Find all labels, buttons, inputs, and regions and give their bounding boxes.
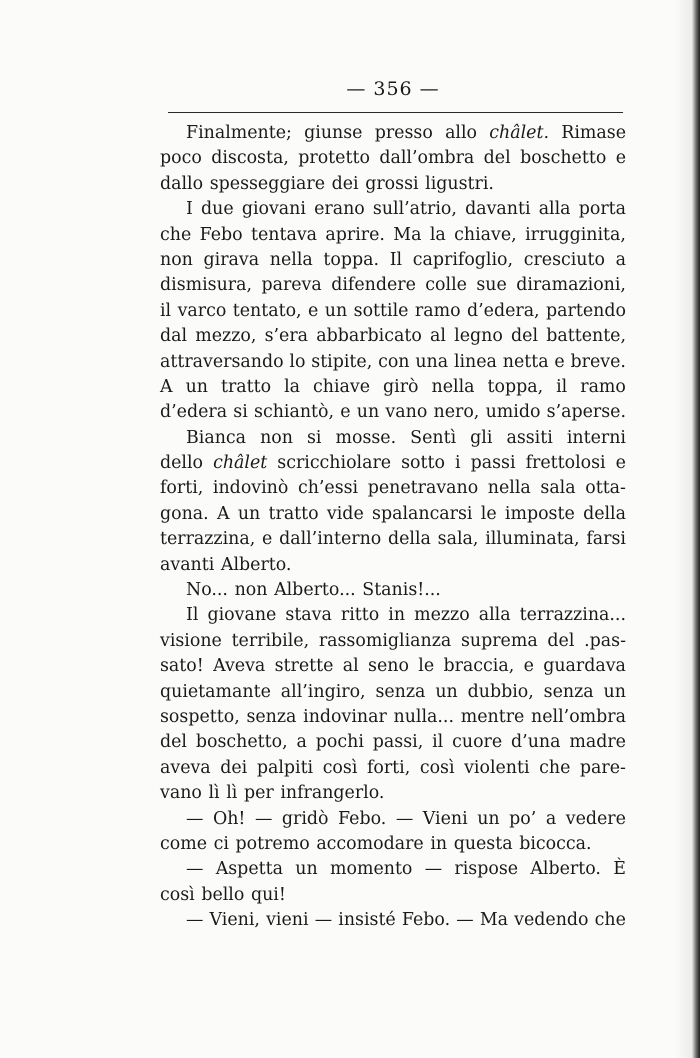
word: al	[430, 326, 446, 347]
text-line	[160, 857, 626, 882]
body-text	[160, 121, 626, 934]
word: seno	[368, 656, 409, 677]
text-line	[160, 350, 626, 375]
word: boschetto,	[195, 732, 288, 753]
word: braccia,	[443, 656, 515, 677]
word: dall’interno	[279, 529, 382, 550]
word: chiave,	[454, 224, 517, 245]
text-line	[160, 756, 626, 781]
word: terrazzina...	[519, 605, 626, 626]
word: stipite,	[311, 351, 373, 372]
text-line	[160, 502, 626, 527]
word: della	[583, 503, 626, 524]
text-line	[160, 172, 626, 197]
word: —	[186, 859, 204, 880]
word: vedere	[565, 808, 626, 829]
word: mentre	[460, 706, 525, 727]
word: nulla...	[393, 706, 454, 727]
word: nero,	[433, 402, 480, 423]
word: la	[284, 376, 301, 397]
word: Aspetta	[215, 859, 283, 880]
word: e	[615, 453, 626, 474]
word: giovane	[207, 605, 277, 626]
word: passi	[470, 453, 516, 474]
word: Stanis!...	[362, 580, 441, 601]
word: insisté	[338, 910, 396, 931]
word: così	[419, 757, 455, 778]
word: avanti	[160, 554, 215, 575]
word: il	[160, 300, 172, 321]
word: Bianca	[186, 427, 247, 448]
word: colle	[425, 275, 467, 296]
word: le	[480, 503, 497, 524]
word: s’era	[264, 326, 309, 347]
word: netta	[502, 351, 549, 372]
text-line	[160, 299, 626, 324]
word: Alberto...	[274, 580, 356, 601]
word: tentato,	[232, 300, 302, 321]
word: del	[511, 326, 539, 347]
word: visione	[160, 630, 222, 651]
word: qui!	[250, 884, 286, 905]
word: ritto	[340, 605, 380, 626]
word: penetravano	[367, 478, 479, 499]
word: —	[186, 910, 204, 931]
word: al	[342, 656, 359, 677]
word: lo	[289, 351, 306, 372]
text-line	[160, 603, 626, 628]
word: linea	[453, 351, 497, 372]
text-line	[160, 476, 626, 501]
word: un	[435, 681, 458, 702]
word: forti,	[366, 757, 411, 778]
word: il	[432, 732, 444, 753]
word: assiti	[506, 427, 553, 448]
word: vedendo	[514, 910, 589, 931]
word: varco	[177, 300, 227, 321]
word: e	[615, 148, 626, 169]
text-line	[160, 883, 626, 908]
text-line	[160, 324, 626, 349]
word: vieni	[266, 910, 309, 931]
word: terribile,	[231, 630, 310, 651]
word: stava	[285, 605, 332, 626]
text-line	[160, 553, 626, 578]
page-header	[0, 78, 700, 100]
word: due	[201, 199, 234, 220]
word: suprema	[460, 630, 538, 651]
word: Ma	[393, 224, 422, 245]
text-line	[160, 781, 626, 806]
word: —	[424, 859, 443, 880]
word: e	[554, 351, 565, 372]
text-line	[160, 527, 626, 552]
word: violenti	[464, 757, 530, 778]
word: un	[295, 859, 318, 880]
word: Il	[186, 605, 199, 626]
word: giunse	[304, 123, 363, 143]
word: I	[186, 199, 193, 220]
text-line	[160, 197, 626, 222]
word: —	[395, 808, 414, 829]
word: girò	[383, 376, 419, 397]
word: d’edera	[160, 402, 228, 423]
text-line	[160, 654, 626, 679]
word: sue	[476, 275, 507, 296]
word: le	[418, 656, 435, 677]
word: pare-	[579, 757, 626, 778]
word: Alberto.	[530, 859, 601, 880]
text-line	[160, 451, 626, 476]
word: senza	[375, 681, 426, 702]
word: aprire.	[325, 224, 385, 245]
word: A	[160, 376, 173, 397]
word: irrugginita,	[525, 224, 626, 245]
word: dismisura,	[160, 275, 253, 296]
word: ramo	[580, 376, 626, 397]
text-line	[160, 629, 626, 654]
word: scricchiolare	[277, 453, 392, 474]
word: sato!	[160, 656, 204, 677]
word: così	[322, 757, 358, 778]
word: una	[415, 351, 449, 372]
word: in	[388, 605, 406, 626]
word: sospetto,	[160, 706, 240, 727]
word: sala	[540, 478, 576, 499]
word: bicocca.	[519, 833, 592, 854]
text-line	[160, 908, 626, 933]
word: non	[260, 427, 293, 448]
word: Finalmente;	[186, 123, 292, 143]
word: aveva	[160, 757, 211, 778]
word: schiantò,	[254, 402, 335, 423]
word: così	[160, 884, 195, 905]
word: della	[388, 529, 431, 550]
word: un	[237, 503, 261, 524]
word: porta	[578, 199, 626, 220]
word: infrangerlo.	[280, 783, 385, 804]
word: gli	[470, 427, 493, 448]
word: d’edera,	[467, 300, 540, 321]
word: frettolosi	[525, 453, 606, 474]
word: dei	[331, 173, 359, 194]
word: questa	[453, 833, 513, 854]
text-line	[160, 680, 626, 705]
text-line	[160, 832, 626, 857]
word: pareva	[261, 275, 322, 296]
word: po’	[509, 808, 537, 829]
word: .pas-	[584, 630, 626, 651]
word: abbarbicato	[316, 326, 422, 347]
word: Febo.	[338, 808, 387, 829]
word: girava	[203, 249, 260, 270]
word: i	[455, 453, 461, 474]
word: palpiti	[256, 757, 314, 778]
word: mezzo,	[195, 326, 257, 347]
word: terrazzina,	[160, 529, 256, 550]
word: in	[430, 833, 448, 854]
word: giovani	[241, 199, 306, 220]
word: vano	[385, 402, 428, 423]
word: —	[254, 808, 273, 829]
word: attraversando	[160, 351, 284, 372]
word: A	[216, 503, 230, 524]
word: No...	[186, 580, 228, 601]
word: sala,	[437, 529, 479, 550]
word: del	[160, 732, 187, 753]
word: Vieni	[422, 808, 468, 829]
word: Rimase	[561, 123, 626, 143]
word: —	[186, 808, 204, 829]
word: si	[233, 402, 248, 423]
word: non	[160, 249, 193, 270]
word: otta-	[585, 478, 626, 499]
word: a	[296, 732, 307, 753]
word: d’una	[511, 732, 561, 753]
word: e	[308, 300, 319, 321]
word: madre	[569, 732, 626, 753]
text-line	[160, 807, 626, 832]
word: quietamante	[160, 681, 271, 702]
word: farsi	[586, 529, 626, 550]
word: che	[160, 224, 192, 245]
word: rassomiglianza	[318, 630, 452, 651]
word: indovinar	[303, 706, 387, 727]
word: forti,	[160, 478, 204, 499]
word: con	[378, 351, 410, 372]
word: senza	[246, 706, 297, 727]
word: sull’atrio,	[372, 199, 457, 220]
word: imposte	[504, 503, 575, 524]
word: un	[356, 402, 380, 423]
word: Febo.	[401, 910, 451, 931]
word: tentava	[251, 224, 318, 245]
word: Febo	[199, 224, 243, 245]
word: —	[314, 910, 333, 931]
word: e	[523, 656, 534, 677]
word: nella	[487, 478, 531, 499]
word: guardava	[543, 656, 626, 677]
word: discosta,	[211, 148, 289, 169]
word: nella	[269, 249, 313, 270]
word: poco	[160, 148, 202, 169]
word: Vieni,	[209, 910, 260, 931]
text-line	[160, 146, 626, 171]
word: châlet	[213, 453, 268, 474]
word: È	[613, 859, 626, 880]
word: nell’ombra	[531, 706, 626, 727]
word: Oh!	[212, 808, 246, 829]
word: châlet.	[489, 123, 549, 143]
word: lì	[208, 783, 220, 804]
word: il	[556, 376, 568, 397]
word: e	[340, 402, 351, 423]
word: all’ingiro,	[280, 681, 366, 702]
word: momento	[330, 859, 413, 880]
word: boschetto	[520, 148, 607, 169]
word: chiave	[313, 376, 371, 397]
word: strette	[274, 656, 334, 677]
word: senza	[543, 681, 594, 702]
word: interni	[566, 427, 626, 448]
word: del	[483, 148, 511, 169]
text-line	[160, 578, 626, 603]
word: Alberto.	[220, 554, 292, 575]
word: bello	[201, 884, 245, 905]
word: del	[547, 630, 575, 651]
word: la	[429, 224, 446, 245]
word: nella	[431, 376, 475, 397]
word: accomodare	[316, 833, 424, 854]
word: umido	[485, 402, 541, 423]
word: mosse.	[335, 427, 397, 448]
page-edge-shadow	[674, 0, 692, 1058]
word: allo	[445, 123, 478, 143]
word: a	[615, 249, 626, 270]
word: dall’ombra	[379, 148, 475, 169]
word: spesseggiare	[209, 173, 326, 194]
word: sottile	[353, 300, 409, 321]
word: a	[545, 808, 557, 829]
word: che	[594, 910, 626, 931]
word: per	[243, 783, 274, 804]
word: potremo	[235, 833, 310, 854]
word: breve.	[570, 351, 626, 372]
word: tratto	[268, 503, 319, 524]
word: cuore	[452, 732, 503, 753]
word: cresciuto	[523, 249, 605, 270]
word: erano	[314, 199, 365, 220]
word: vide	[326, 503, 364, 524]
text-line	[160, 273, 626, 298]
word: —	[456, 910, 474, 931]
word: gridò	[281, 808, 329, 829]
word: alla	[538, 199, 571, 220]
word: ci	[213, 833, 229, 854]
word: legno	[454, 326, 503, 347]
word: come	[160, 833, 207, 854]
word: gona.	[160, 503, 209, 524]
word: dello	[160, 453, 204, 474]
header-rule	[168, 112, 623, 113]
text-line	[160, 705, 626, 730]
page-number: — 356 —	[346, 78, 440, 100]
text-line	[160, 248, 626, 273]
word: mezzo	[414, 605, 470, 626]
word: un	[603, 681, 626, 702]
word: diramazioni,	[516, 275, 626, 296]
word: toppa.	[323, 249, 380, 270]
word: dallo	[160, 173, 204, 194]
word: pochi	[315, 732, 364, 753]
word: sotto	[401, 453, 445, 474]
word: battente,	[546, 326, 626, 347]
word: protetto	[298, 148, 370, 169]
word: presso	[374, 123, 433, 143]
word: un	[477, 808, 500, 829]
word: dal	[160, 326, 188, 347]
word: alla	[478, 605, 511, 626]
word: e	[262, 529, 273, 550]
text-line	[160, 426, 626, 451]
word: Ma	[479, 910, 509, 931]
word: dei	[220, 757, 248, 778]
word: dubbio,	[467, 681, 534, 702]
word: toppa,	[487, 376, 544, 397]
word: non	[234, 580, 268, 601]
word: indovinò	[212, 478, 289, 499]
word: passi,	[372, 732, 424, 753]
word: rispose	[454, 859, 519, 880]
word: Il	[389, 249, 403, 270]
word: lì	[226, 783, 238, 804]
word: difendere	[331, 275, 416, 296]
word: un	[185, 376, 208, 397]
text-line	[160, 223, 626, 248]
word: davanti	[465, 199, 531, 220]
word: ligustri.	[425, 173, 494, 194]
word: s’aperse.	[546, 402, 626, 423]
word: tratto	[220, 376, 272, 397]
word: caprifoglio,	[412, 249, 514, 270]
text-line	[160, 400, 626, 425]
word: vano	[160, 783, 202, 804]
word: ramo	[414, 300, 461, 321]
text-line	[160, 730, 626, 755]
text-line	[160, 121, 626, 146]
word: ch’essi	[297, 478, 359, 499]
text-line	[160, 375, 626, 400]
word: un	[324, 300, 348, 321]
word: Sentì	[410, 427, 457, 448]
word: grossi	[365, 173, 419, 194]
word: che	[539, 757, 571, 778]
word: illuminata,	[485, 529, 580, 550]
word: Aveva	[213, 656, 266, 677]
word: spalancarsi	[372, 503, 473, 524]
word: si	[306, 427, 322, 448]
page-binding-edge	[692, 0, 700, 1058]
word: partendo	[546, 300, 626, 321]
